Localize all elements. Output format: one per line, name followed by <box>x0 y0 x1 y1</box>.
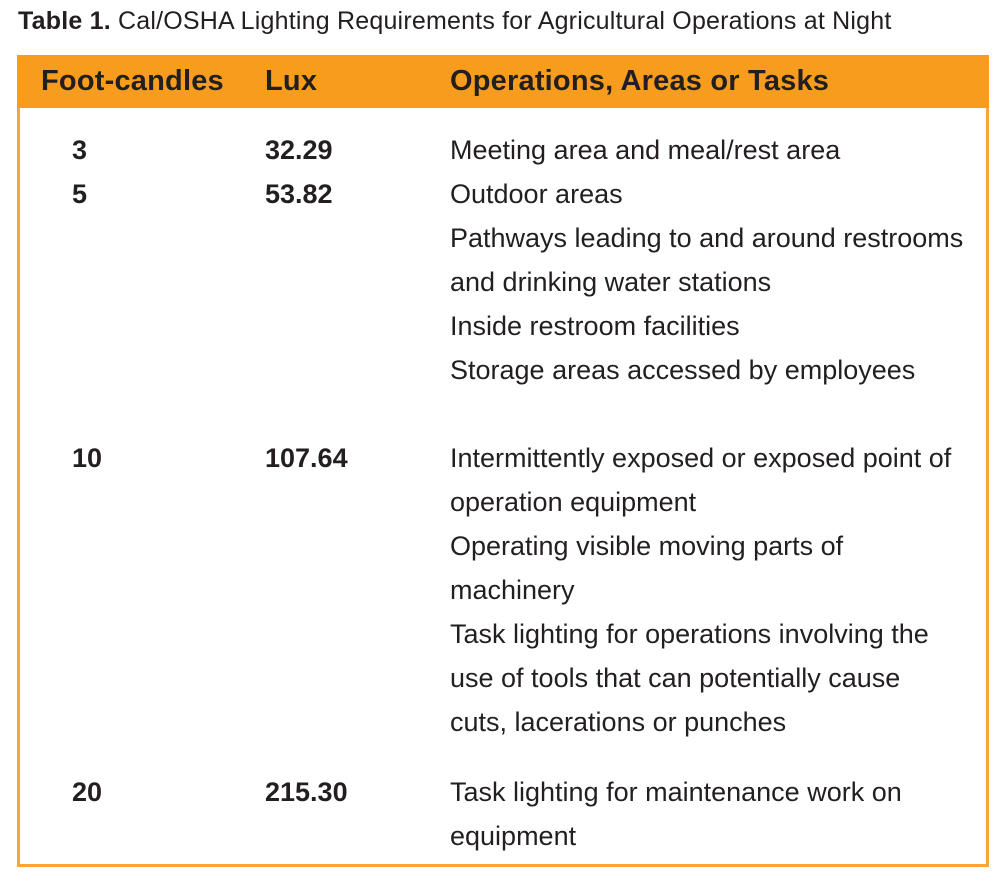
task-item: Operating visible moving parts of machinery <box>450 531 844 605</box>
table-caption-text: Cal/OSHA Lighting Requirements for Agricultural Operations at Night <box>118 7 892 35</box>
foot-candles-value: 10 <box>72 443 103 473</box>
table-row <box>20 770 986 858</box>
table-caption <box>18 7 988 36</box>
task-item: Storage areas accessed by employees <box>450 355 916 385</box>
lux-value: 107.64 <box>265 443 348 473</box>
task-item: Meeting area and meal/rest area <box>450 135 841 165</box>
column-header-lux: Lux <box>265 65 318 97</box>
tasks-cell <box>448 128 986 172</box>
lux-value: 215.30 <box>265 777 348 807</box>
tasks-cell <box>448 770 986 858</box>
column-header-operations: Operations, Areas or Tasks <box>450 65 830 97</box>
task-item: Outdoor areas <box>450 179 623 209</box>
table-header-row <box>17 55 989 108</box>
task-item: Task lighting for operations involving the use of tools that can potentially cause cuts, lacerations or punches <box>450 619 929 737</box>
lux-value: 53.82 <box>265 179 333 209</box>
table-row <box>20 436 986 744</box>
table-row <box>20 172 986 392</box>
tasks-cell <box>448 172 986 392</box>
foot-candles-value: 20 <box>72 777 103 807</box>
column-header-foot-candles: Foot-candles <box>41 65 224 97</box>
task-item: Intermittently exposed or exposed point of operation equipment <box>450 443 952 517</box>
lux-value: 32.29 <box>265 135 333 165</box>
lighting-requirements-table <box>17 55 989 867</box>
foot-candles-value: 3 <box>72 135 88 165</box>
foot-candles-value: 5 <box>72 179 88 209</box>
table-body <box>20 108 986 858</box>
tasks-cell <box>448 436 986 744</box>
table-row <box>20 128 986 172</box>
table-caption-label: Table 1. <box>18 7 111 35</box>
task-item: Task lighting for maintenance work on equipment <box>450 777 902 851</box>
task-item: Inside restroom facilities <box>450 311 740 341</box>
task-item: Pathways leading to and around restrooms and drinking water stations <box>450 223 964 297</box>
